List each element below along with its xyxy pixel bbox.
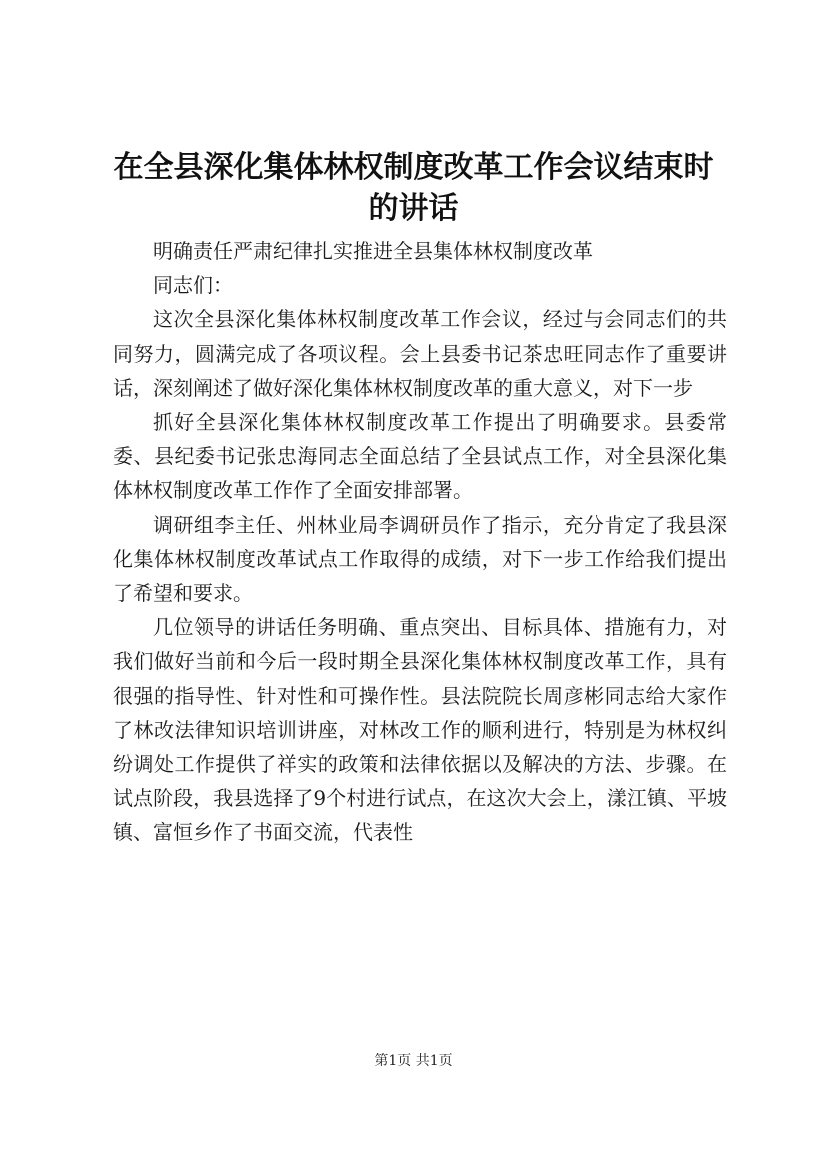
page-footer: 第1页 共1页	[374, 1053, 453, 1069]
document-title	[90, 147, 737, 229]
title-line-1: 在全县深化集体林权制度改革工作会议结束时	[113, 150, 714, 185]
paragraph-2: 抓好全县深化集体林权制度改革工作提出了明确要求。县委常委、县纪委书记张忠海同志全面总结了全县试点工作，对全县深化集体林权制度改革工作作了全面安排部署。	[113, 410, 727, 503]
subtitle: 明确责任严肃纪律扎实推进全县集体林权制度改革	[153, 239, 593, 263]
document-body	[113, 234, 727, 850]
paragraph-4: 几位领导的讲话任务明确、重点突出、目标具体、措施有力，对我们做好当前和今后一段时期全县深化集体林权制度改革工作，具有很强的指导性、针对性和可操作性。县法院院长周彦彬同志给大家作了林改法律知识培训讲座，对林改工作的顺利进行，特别是为林权纠纷调处工作提供了祥实的政策和法律依据以及解决的方法、步骤。在试点阶段，我县选择了9个村进行试点，在这次大会上，漾江镇、平坡镇、富恒乡作了书面交流，代表性	[113, 615, 727, 845]
salutation: 同志们：	[153, 273, 233, 298]
title-line-2: 的讲话	[368, 191, 459, 226]
paragraph-3: 调研组李主任、州林业局李调研员作了指示，充分肯定了我县深化集体林权制度改革试点工作取得的成绩，对下一步工作给我们提出了希望和要求。	[113, 512, 727, 606]
paragraph-1: 这次全县深化集体林权制度改革工作会议，经过与会同志们的共同努力，圆满完成了各项议程。会上县委书记茶忠旺同志作了重要讲话，深刻阐述了做好深化集体林权制度改革的重大意义，对下一步	[113, 307, 727, 400]
